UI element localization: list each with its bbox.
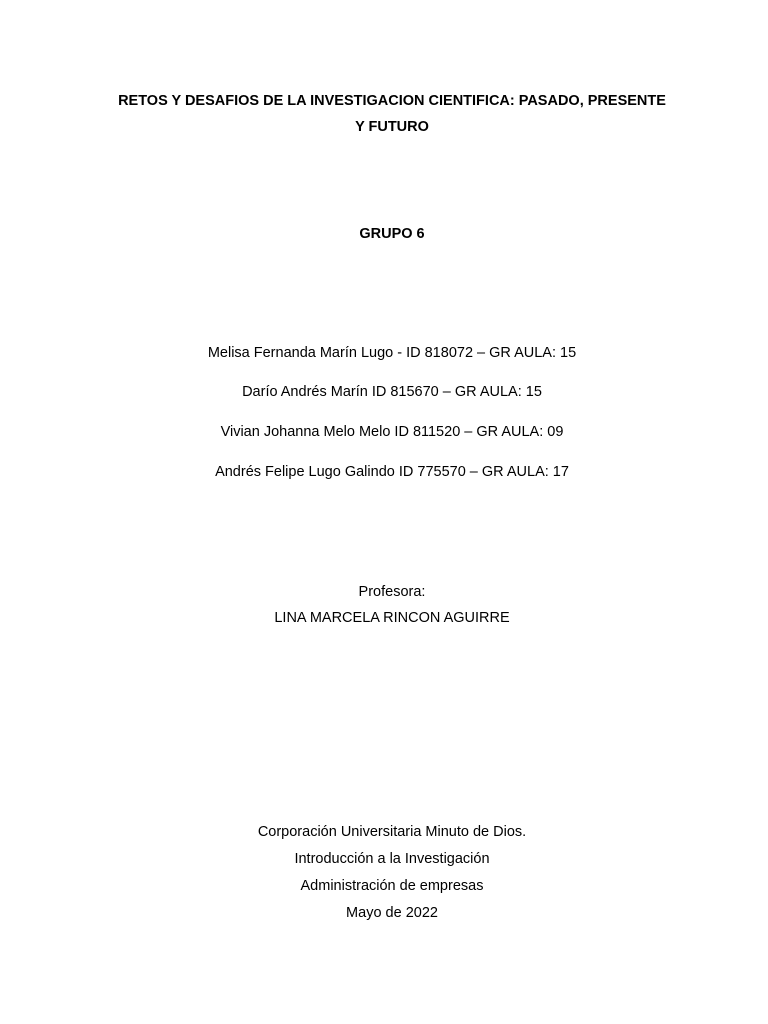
document-date: Mayo de 2022 [346, 905, 438, 921]
program-name: Administración de empresas [300, 878, 484, 894]
professor-label: Profesora: [358, 584, 426, 600]
member-1: Melisa Fernanda Marín Lugo - ID 818072 – GR AULA: 15 [207, 345, 577, 361]
member-3: Vivian Johanna Melo Melo ID 811520 – GR AULA: 09 [220, 424, 564, 440]
professor-name: LINA MARCELA RINCON AGUIRRE [274, 610, 510, 626]
course-name: Introducción a la Investigación [294, 851, 490, 867]
institution-name: Corporación Universitaria Minuto de Dios. [257, 824, 527, 840]
title-line-2: Y FUTURO [355, 119, 429, 135]
group-label: GRUPO 6 [359, 226, 425, 242]
member-4: Andrés Felipe Lugo Galindo ID 775570 – GR AULA: 17 [215, 464, 569, 480]
member-2: Darío Andrés Marín ID 815670 – GR AULA: 15 [242, 384, 542, 400]
title-line-1: RETOS Y DESAFIOS DE LA INVESTIGACION CIENTIFICA: PASADO, PRESENTE [118, 93, 666, 109]
